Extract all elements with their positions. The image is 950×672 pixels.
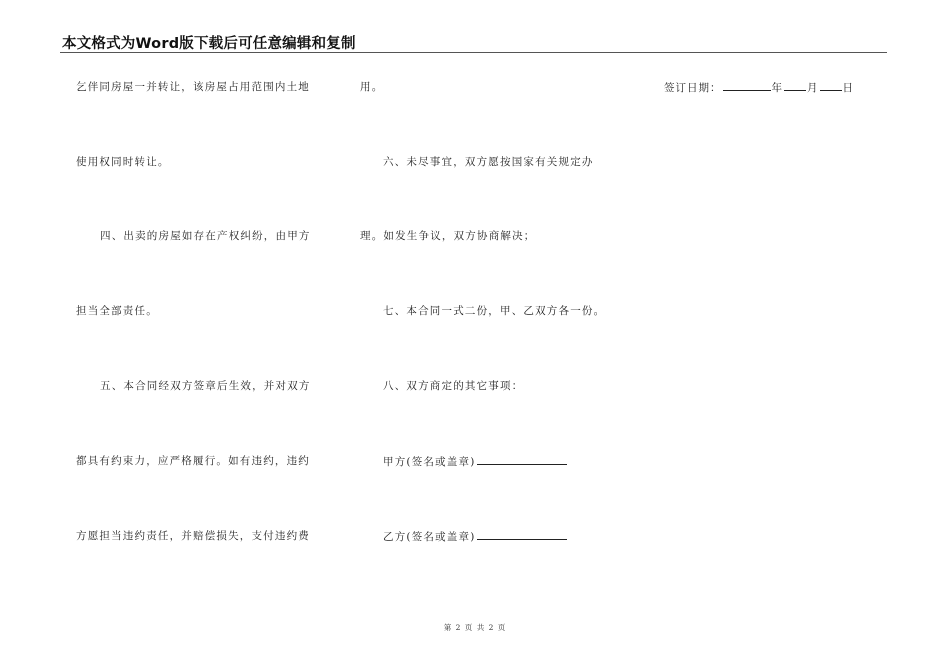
party-b-signature-line [383, 529, 568, 544]
sign-date-line [664, 80, 854, 95]
col1-line-6: 都具有约束力，应严格履行。如有违约，违约 [76, 455, 310, 467]
col1-line-5: 五、本合同经双方签章后生效，并对双方 [100, 380, 311, 392]
col1-line-2: 使用权同时转让。 [76, 156, 170, 168]
col2-line-3: 理。如发生争议，双方协商解决； [360, 230, 536, 242]
year-blank [723, 80, 771, 91]
party-b-signature-label: 乙方(签名或盖章) [383, 531, 476, 543]
party-a-signature-line [383, 454, 568, 469]
col2-line-5: 八、双方商定的其它事项： [383, 380, 524, 392]
party-a-signature-label: 甲方(签名或盖章) [383, 456, 476, 468]
party-a-signature-blank [477, 454, 567, 465]
col1-line-3: 四、出卖的房屋如存在产权纠纷，由甲方 [100, 230, 311, 242]
year-label: 年 [771, 82, 783, 94]
col1-line-4: 担当全部责任。 [76, 305, 158, 317]
col2-line-4: 七、本合同一式二份，甲、乙双方各一份。 [383, 305, 606, 317]
col1-line-7: 方愿担当违约责任，并赔偿损失，支付违约费 [76, 530, 310, 542]
month-blank [784, 80, 806, 91]
party-b-signature-blank [477, 529, 567, 540]
col2-line-1: 用。 [360, 81, 384, 93]
document-header-title: 本文格式为Word版下载后可任意编辑和复制 [62, 36, 356, 52]
header-divider [60, 52, 887, 53]
sign-date-label: 签订日期： [664, 82, 722, 94]
col1-line-1: 乞伴同房屋一并转让，该房屋占用范围内土地 [76, 81, 310, 93]
day-label: 日 [842, 82, 854, 94]
day-blank [820, 80, 842, 91]
page-number-footer: 第 2 页 共 2 页 [443, 623, 507, 632]
month-label: 月 [807, 82, 819, 94]
col2-line-2: 六、未尽事宜，双方愿按国家有关规定办 [383, 156, 594, 168]
